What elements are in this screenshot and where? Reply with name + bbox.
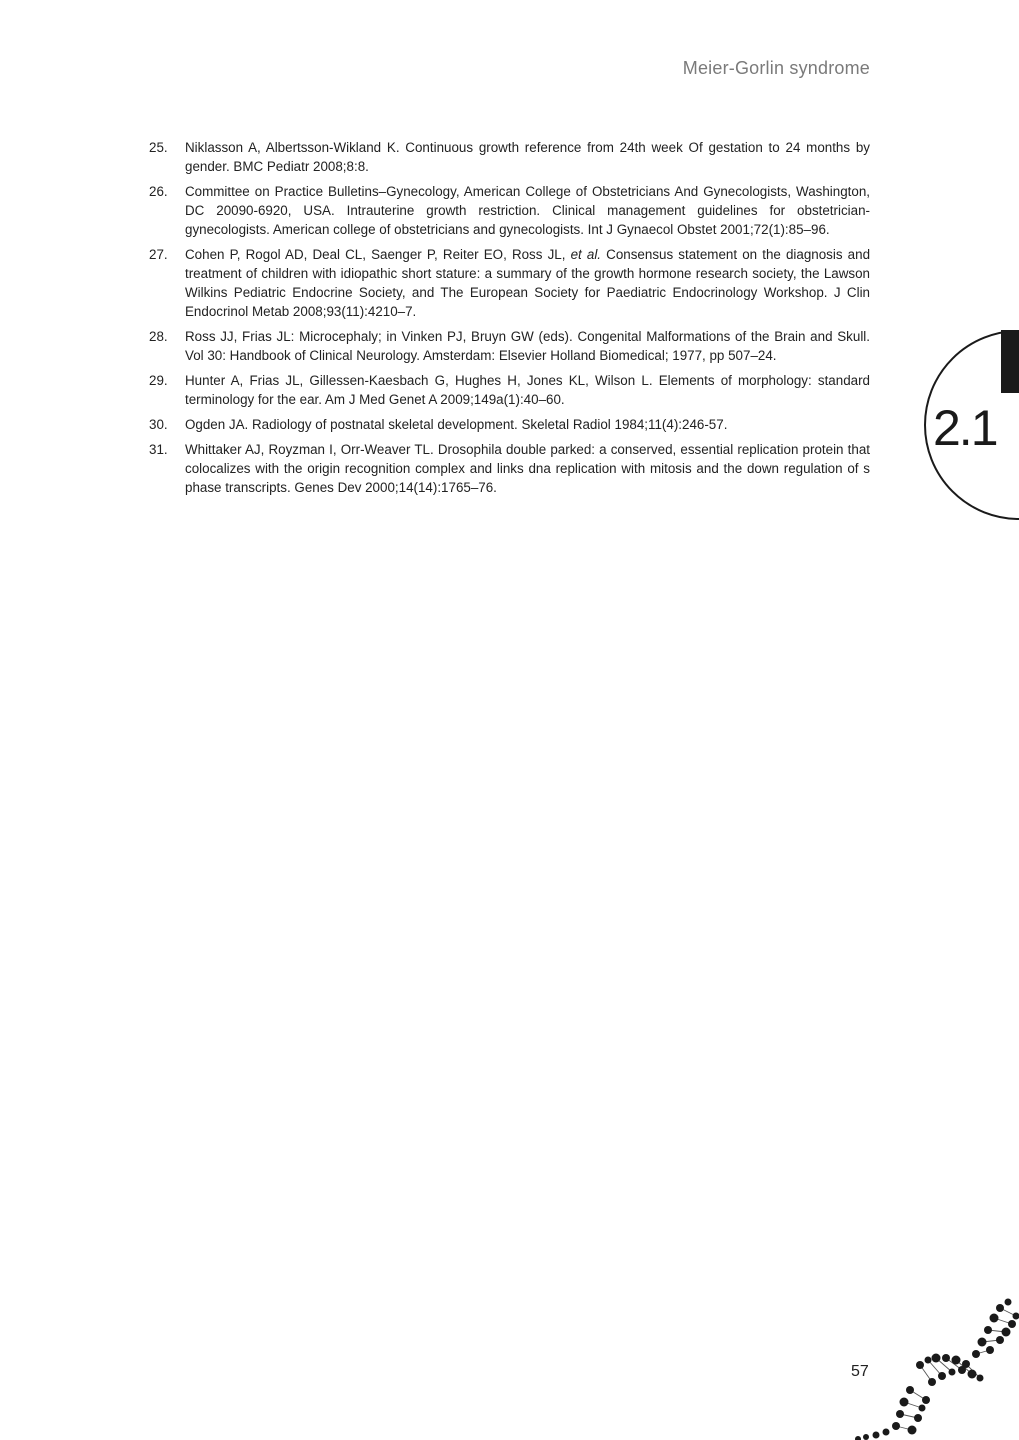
chapter-bar — [1001, 330, 1019, 393]
reference-text-et-al: et al. — [570, 247, 602, 262]
reference-text: Whittaker AJ, Royzman I, Orr-Weaver TL. Drosophila double parked: a conserved, essential replication protein that colocalizes with the origin recognition complex and links dna replication with mitosis and the down regulation of s phase transcripts. Genes Dev 2000;14(14):1765–76. — [185, 442, 870, 495]
reference-text: Ogden JA. Radiology of postnatal skeletal development. Skeletal Radiol 1984;11(4):246-57. — [185, 417, 728, 432]
reference-number: 29. — [149, 373, 168, 388]
reference-text: Ross JJ, Frias JL: Microcephaly; in Vinken PJ, Bruyn GW (eds). Congenital Malformations of the Brain and Skull. Vol 30: Handbook of Clinical Neurology. Amsterdam: Elsevier Holland Biomedical; 1977, pp 507–24. — [185, 329, 870, 363]
reference-text: Committee on Practice Bulletins–Gynecology, American College of Obstetricians And Gynecologists, Washington, DC 20090-6920, USA. Intrauterine growth restriction. Clinical management guidelines for obstetrician-gynecologists. American college of obstetricians and gynecologists. Int J Gynaecol Obstet 2001;72(1):85–96. — [185, 184, 870, 237]
reference-item-31 — [149, 440, 870, 497]
reference-number: 26. — [149, 184, 168, 199]
reference-number: 30. — [149, 417, 168, 432]
reference-number: 27. — [149, 247, 168, 262]
dna-helix-icon — [840, 1290, 1019, 1440]
reference-number: 31. — [149, 442, 168, 457]
page-number: 57 — [851, 1363, 869, 1380]
reference-list — [149, 138, 870, 503]
reference-item-28 — [149, 327, 870, 365]
reference-text-rest: Consensus statement on the diagnosis and treatment of children with idiopathic short stature: a summary of the growth hormone research society, the Lawson Wilkins Pediatric Endocrine Society, and The European Society for Paediatric Endocrinology Workshop. J Clin Endocrinol Metab 2008;93(11):4210–7. — [185, 247, 871, 319]
reference-item-30 — [149, 415, 870, 434]
reference-text: Niklasson A, Albertsson-Wikland K. Continuous growth reference from 24th week Of gestation to 24 months by gender. BMC Pediatr 2008;8:8. — [185, 140, 870, 174]
reference-item-27 — [149, 245, 870, 321]
running-header: Meier-Gorlin syndrome — [682, 58, 870, 78]
reference-text-authors: Cohen P, Rogol AD, Deal CL, Saenger P, Reiter EO, Ross JL, — [185, 247, 571, 262]
reference-number: 25. — [149, 140, 168, 155]
reference-text: Hunter A, Frias JL, Gillessen-Kaesbach G, Hughes H, Jones KL, Wilson L. Elements of morphology: standard terminology for the ear. Am J Med Genet A 2009;149a(1):40–60. — [185, 373, 870, 407]
reference-item-25 — [149, 138, 870, 176]
reference-text — [185, 245, 870, 321]
reference-item-29 — [149, 371, 870, 409]
reference-item-26 — [149, 182, 870, 239]
chapter-number: 2.1 — [933, 400, 997, 456]
reference-number: 28. — [149, 329, 168, 344]
